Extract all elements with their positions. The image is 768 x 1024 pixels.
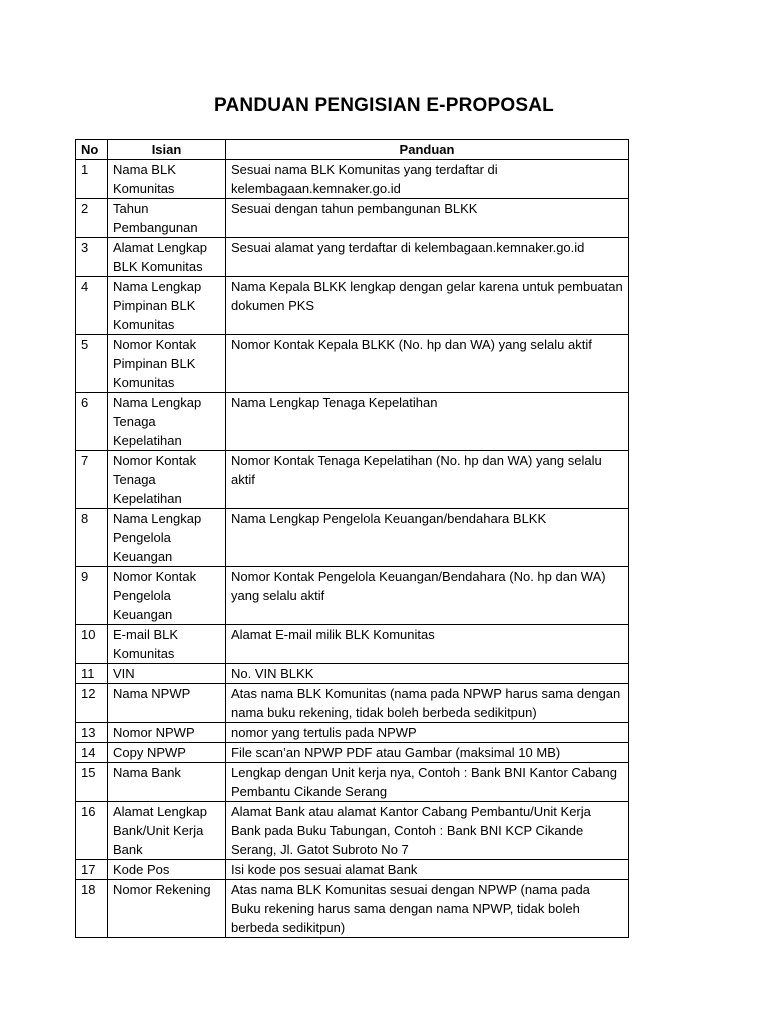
cell-panduan: Alamat Bank atau alamat Kantor Cabang Pembantu/Unit Kerja Bank pada Buku Tabungan, Contoh : Bank BNI KCP Cikande Serang, Jl. Gatot Subroto No 7 bbox=[226, 802, 629, 860]
header-panduan: Panduan bbox=[226, 140, 629, 160]
cell-panduan: Sesuai nama BLK Komunitas yang terdaftar di kelembagaan.kemnaker.go.id bbox=[226, 160, 629, 199]
cell-no: 4 bbox=[76, 277, 108, 335]
cell-isian: Nomor Kontak Tenaga Kepelatihan bbox=[108, 451, 226, 509]
table-row bbox=[76, 880, 629, 938]
cell-isian: Nama Bank bbox=[108, 763, 226, 802]
cell-panduan: File scan’an NPWP PDF atau Gambar (maksimal 10 MB) bbox=[226, 743, 629, 763]
table-row bbox=[76, 199, 629, 238]
cell-panduan: nomor yang tertulis pada NPWP bbox=[226, 723, 629, 743]
cell-panduan: No. VIN BLKK bbox=[226, 664, 629, 684]
cell-panduan: Nomor Kontak Kepala BLKK (No. hp dan WA) yang selalu aktif bbox=[226, 335, 629, 393]
table-body bbox=[76, 160, 629, 938]
cell-no: 6 bbox=[76, 393, 108, 451]
cell-panduan: Nama Kepala BLKK lengkap dengan gelar karena untuk pembuatan dokumen PKS bbox=[226, 277, 629, 335]
cell-isian: Tahun Pembangunan bbox=[108, 199, 226, 238]
cell-isian: VIN bbox=[108, 664, 226, 684]
cell-isian: Alamat Lengkap Bank/Unit Kerja Bank bbox=[108, 802, 226, 860]
cell-isian: Nomor NPWP bbox=[108, 723, 226, 743]
cell-panduan: Nomor Kontak Tenaga Kepelatihan (No. hp dan WA) yang selalu aktif bbox=[226, 451, 629, 509]
table-row bbox=[76, 160, 629, 199]
table-header-row bbox=[76, 140, 629, 160]
header-isian: Isian bbox=[108, 140, 226, 160]
table-row bbox=[76, 238, 629, 277]
table-row bbox=[76, 664, 629, 684]
table-row bbox=[76, 723, 629, 743]
cell-no: 1 bbox=[76, 160, 108, 199]
cell-no: 18 bbox=[76, 880, 108, 938]
cell-no: 13 bbox=[76, 723, 108, 743]
cell-no: 3 bbox=[76, 238, 108, 277]
table-row bbox=[76, 277, 629, 335]
cell-isian: Nomor Kontak Pengelola Keuangan bbox=[108, 567, 226, 625]
cell-isian: Nama Lengkap Pimpinan BLK Komunitas bbox=[108, 277, 226, 335]
cell-no: 12 bbox=[76, 684, 108, 723]
table-row bbox=[76, 335, 629, 393]
document-title: PANDUAN PENGISIAN E-PROPOSAL bbox=[214, 95, 554, 116]
cell-isian: Nama Lengkap Pengelola Keuangan bbox=[108, 509, 226, 567]
cell-no: 11 bbox=[76, 664, 108, 684]
cell-no: 15 bbox=[76, 763, 108, 802]
cell-isian: Nama Lengkap Tenaga Kepelatihan bbox=[108, 393, 226, 451]
cell-no: 7 bbox=[76, 451, 108, 509]
cell-panduan: Sesuai alamat yang terdaftar di kelembagaan.kemnaker.go.id bbox=[226, 238, 629, 277]
header-no: No bbox=[76, 140, 108, 160]
cell-isian: Kode Pos bbox=[108, 860, 226, 880]
cell-isian: Copy NPWP bbox=[108, 743, 226, 763]
cell-no: 16 bbox=[76, 802, 108, 860]
cell-isian: Nama BLK Komunitas bbox=[108, 160, 226, 199]
cell-panduan: Lengkap dengan Unit kerja nya, Contoh : Bank BNI Kantor Cabang Pembantu Cikande Serang bbox=[226, 763, 629, 802]
table-row bbox=[76, 509, 629, 567]
table-row bbox=[76, 567, 629, 625]
cell-panduan: Sesuai dengan tahun pembangunan BLKK bbox=[226, 199, 629, 238]
cell-panduan: Isi kode pos sesuai alamat Bank bbox=[226, 860, 629, 880]
table-row bbox=[76, 763, 629, 802]
table-row bbox=[76, 802, 629, 860]
table-row bbox=[76, 451, 629, 509]
cell-panduan: Nama Lengkap Tenaga Kepelatihan bbox=[226, 393, 629, 451]
table-row bbox=[76, 860, 629, 880]
cell-no: 2 bbox=[76, 199, 108, 238]
cell-isian: Nomor Rekening bbox=[108, 880, 226, 938]
cell-isian: Nama NPWP bbox=[108, 684, 226, 723]
cell-isian: E-mail BLK Komunitas bbox=[108, 625, 226, 664]
cell-panduan: Atas nama BLK Komunitas (nama pada NPWP harus sama dengan nama buku rekening, tidak boleh berbeda sedikitpun) bbox=[226, 684, 629, 723]
cell-no: 10 bbox=[76, 625, 108, 664]
cell-isian: Alamat Lengkap BLK Komunitas bbox=[108, 238, 226, 277]
cell-isian: Nomor Kontak Pimpinan BLK Komunitas bbox=[108, 335, 226, 393]
table-row bbox=[76, 684, 629, 723]
cell-panduan: Atas nama BLK Komunitas sesuai dengan NPWP (nama pada Buku rekening harus sama dengan nama NPWP, tidak boleh berbeda sedikitpun) bbox=[226, 880, 629, 938]
cell-no: 5 bbox=[76, 335, 108, 393]
cell-no: 8 bbox=[76, 509, 108, 567]
cell-panduan: Nama Lengkap Pengelola Keuangan/bendahara BLKK bbox=[226, 509, 629, 567]
cell-panduan: Alamat E-mail milik BLK Komunitas bbox=[226, 625, 629, 664]
cell-no: 9 bbox=[76, 567, 108, 625]
guide-table bbox=[75, 139, 629, 938]
table-row bbox=[76, 625, 629, 664]
table-row bbox=[76, 393, 629, 451]
cell-no: 17 bbox=[76, 860, 108, 880]
table-row bbox=[76, 743, 629, 763]
cell-no: 14 bbox=[76, 743, 108, 763]
cell-panduan: Nomor Kontak Pengelola Keuangan/Bendahara (No. hp dan WA) yang selalu aktif bbox=[226, 567, 629, 625]
